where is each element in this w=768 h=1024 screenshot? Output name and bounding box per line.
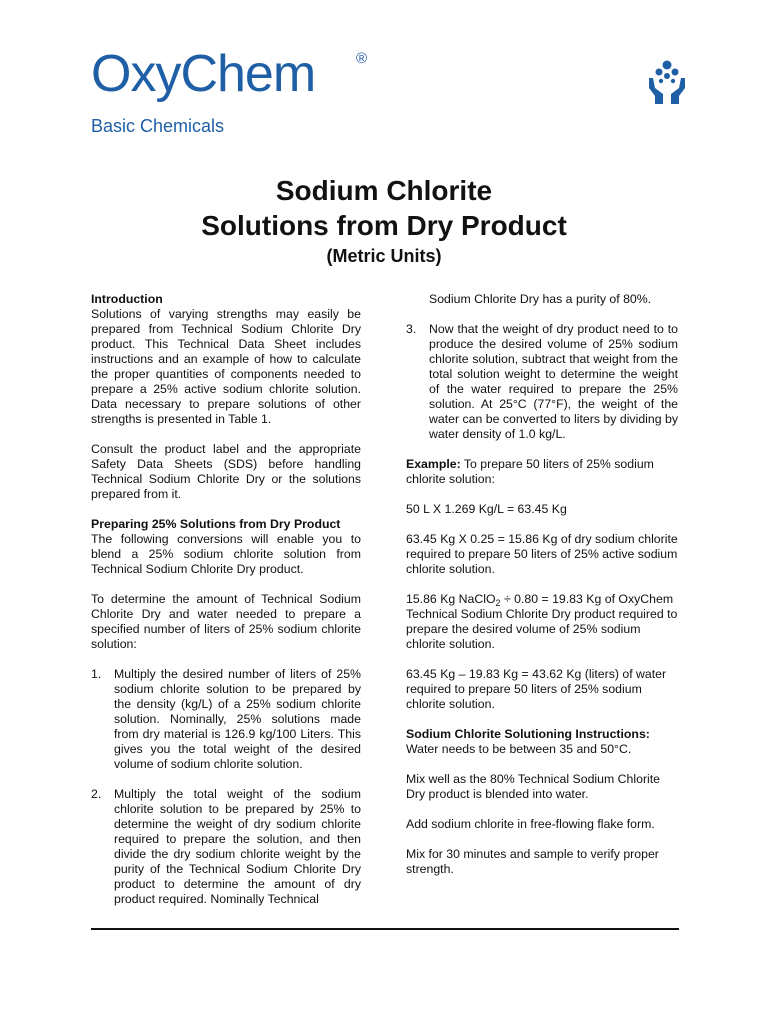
document-title: Sodium Chlorite [275, 175, 493, 206]
list-number: 2. [91, 787, 102, 801]
list-text: Multiply the total weight of the sodium chlorite solution to be prepared by 25% to determine the weight of dry sodium chlorite required to prepare the solution, and then divide the dry sodium chlorite weight by the purity of the Technical Sodium Chlorite Dry product to determine the amount of dry product required. Nominally Technical [114, 787, 361, 906]
list-number: 1. [91, 667, 102, 681]
list-item [91, 787, 361, 907]
introduction-heading: Introduction [91, 292, 163, 306]
introduction-text: Solutions of varying strengths may easily be prepared from Technical Sodium Chlorite Dry product. This Technical Data Sheet includes instructions and an example of how to calculate the proper quantities of components needed to prepare a 25% active sodium chlorite solution. Data necessary to prepare solutions of other strengths is presented in Table 1. [91, 307, 361, 426]
registered-mark: ® [356, 50, 368, 67]
calc3-prefix: 15.86 Kg NaClO [406, 592, 496, 606]
instructions-heading: Sodium Chlorite Solutioning Instructions: [406, 727, 650, 741]
oxychem-hands-icon [646, 58, 688, 106]
footer-divider [91, 928, 679, 930]
list-item-continued [406, 292, 678, 307]
introduction-section [91, 292, 361, 427]
example-paragraph [406, 457, 678, 487]
calculation-2: 63.45 Kg X 0.25 = 15.86 Kg of dry sodium chlorite required to prepare 50 liters of 25% active sodium chlorite solution. [406, 532, 678, 576]
calculation-4: 63.45 Kg – 19.83 Kg = 43.62 Kg (liters) of water required to prepare 50 liters of 25% sodium chlorite solution. [406, 667, 667, 711]
example-text: To prepare 50 liters of 25% sodium chlorite solution: [406, 457, 654, 486]
determine-paragraph: To determine the amount of Technical Sodium Chlorite Dry and water needed to prepare a specified number of liters of 25% sodium chlorite solution: [91, 592, 361, 651]
preparing-text: The following conversions will enable you to blend a 25% sodium chlorite solution from Technical Sodium Chlorite Dry product. [91, 532, 361, 576]
list-text: Multiply the desired number of liters of 25% sodium chlorite solution to be prepared by the density (kg/L) of a 25% sodium chlorite solution. Nominally, 25% solutions made from dry material is 126.9 kg/100 Liters. This gives you the total weight of the desired volume of sodium chlorite solution. [114, 667, 361, 771]
list-number: 3. [406, 322, 417, 336]
instruction-3: Add sodium chlorite in free-flowing flake form. [406, 817, 655, 831]
instruction-4: Mix for 30 minutes and sample to verify proper strength. [406, 847, 659, 876]
example-label: Example: [406, 457, 461, 471]
preparing-section [91, 517, 361, 577]
oxychem-logo: OxyChem [91, 45, 316, 103]
units-note: (Metric Units) [326, 246, 442, 266]
list-item [91, 667, 361, 772]
division-name: Basic Chemicals [91, 116, 225, 136]
instructions-section [406, 727, 678, 757]
calculation-1: 50 L X 1.269 Kg/L = 63.45 Kg [406, 502, 567, 516]
document-subtitle: Solutions from Dry Product [201, 210, 567, 241]
preparing-heading: Preparing 25% Solutions from Dry Product [91, 517, 341, 531]
instruction-2: Mix well as the 80% Technical Sodium Chlorite Dry product is blended into water. [406, 772, 661, 801]
list-text: Now that the weight of dry product need to to produce the desired volume of 25% sodium chlorite solution, subtract that weight from the total solution weight to determine the weight of the water required to prepare the 25% solution. At 25°C (77°F), the weight of the water can be converted to liters by dividing by water density of 1.0 kg/L. [429, 322, 678, 441]
left-column [91, 292, 361, 922]
calc3-suffix: ÷ 0.80 = 19.83 Kg of OxyChem Technical Sodium Chlorite Dry product required to prepare the desired volume of 25% sodium chlorite solution. [406, 592, 678, 651]
list-item [406, 322, 678, 442]
calc3-subscript: 2 [495, 598, 501, 608]
consult-paragraph: Consult the product label and the appropriate Safety Data Sheets (SDS) before handling Technical Sodium Chlorite Dry or the solutions prepared from it. [91, 442, 361, 501]
list-text: Sodium Chlorite Dry has a purity of 80%. [429, 292, 652, 306]
instruction-1: Water needs to be between 35 and 50°C. [406, 742, 632, 756]
calculation-3 [406, 592, 678, 652]
right-column [406, 292, 678, 892]
